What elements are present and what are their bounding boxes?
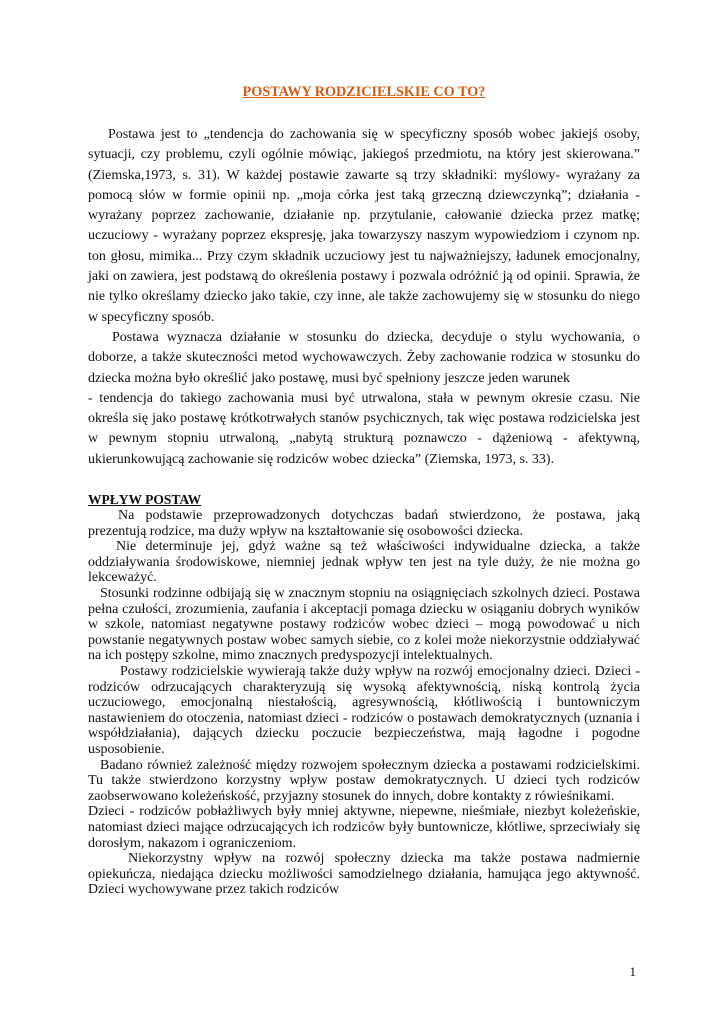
document-title: POSTAWY RODZICIELSKIE CO TO? xyxy=(242,84,486,100)
page-number: 1 xyxy=(629,964,636,979)
paragraph: Postawy rodzicielskie wywierają także duży wpływ na rozwój emocjonalny dzieci. Dzieci - rodziców odrzucających charakteryzują się wysoką afektywnością, niską kontrolą życia uczuciowego, emocjonalną niestałością, agresywnością, kłótliwością i buntowniczym nastawieniem do otoczenia, natomiast dzieci - rodziców o postawach demokratycznych (uznania i współdziałania), dających dziecku poczucie bezpieczeństwa, mają łagodne i pogodne usposobienie. xyxy=(88,663,640,757)
document-page xyxy=(88,84,640,898)
paragraph: Nie determinuje jej, gdyż ważne są też właściwości indywidualne dziecka, a także oddziaływania środowiskowe, niemniej jednak wpływ ten jest na tyle duży, że nie można go lekceważyć. xyxy=(88,539,640,586)
paragraph: Postawa wyznacza działanie w stosunku do dziecka, decyduje o stylu wychowania, o doborze, a także skuteczności metod wychowawczych. Żeby zachowanie rodzica w stosunku do dziecka można było określić jako postawę, musi być spełniony jeszcze jeden warunek xyxy=(88,329,640,386)
paragraph: Stosunki rodzinne odbijają się w znacznym stopniu na osiągnięciach szkolnych dzieci. Postawa pełna czułości, zrozumienia, zaufania i akceptacji pomaga dziecku w osiąganiu dobrych wyników w szkole, natomiast negatywne postawy rodziców wobec dzieci – mogą powodować u nich powstanie negatywnych postaw wobec samych siebie, co z kolei może niekorzystnie oddziaływać na ich postępy szkolne, mimo znacznych predyspozycji intelektualnych. xyxy=(88,586,640,664)
paragraph: Dzieci - rodziców pobłażliwych były mniej aktywne, niepewne, nieśmiałe, niezbyt koleżeńskie, natomiast dzieci mające odrzucających ich rodziców były buntownicze, kłótliwe, sprzeciwiały się dorosłym, nakazom i ograniczeniom. xyxy=(88,804,640,851)
paragraph: - tendencja do takiego zachowania musi być utrwalona, stała w pewnym okresie czasu. Nie określa się jako postawę krótkotrwałych stanów psychicznych, tak więc postawa rodzicielska jest w pewnym stopniu utrwaloną, „nabytą strukturą poznawczo - dążeniową - afektywną, ukierunkowującą zachowanie się rodziców wobec dziecka” (Ziemska, 1973, s. 33). xyxy=(88,390,640,467)
section-heading: WPŁYW POSTAW xyxy=(88,492,202,508)
paragraph: Badano również zależność między rozwojem społecznym dziecka a postawami rodzicielskimi. Tu także stwierdzono korzystny wpływ postaw demokratycznych. U dzieci tych rodziców zaobserwowano koleżeńskość, przyjazny stosunek do innych, dobre kontakty z rówieśnikami. xyxy=(88,757,640,804)
section-definition xyxy=(88,125,640,470)
paragraph: Postawa jest to „tendencja do zachowania się w specyficzny sposób wobec jakiejś osoby, sytuacji, czy problemu, czyli ogólnie mówiąc, jakiegoś przedmiotu, na który jest skierowana.” (Ziemska,1973, s. 31). W każdej postawie zawarte są trzy składniki: myślowy- wyrażany za pomocą słów w formie opinii np. „moja córka jest taką grzeczną dziewczynką”; działania - wyrażany poprzez zachowanie, działanie np. przytulanie, całowanie dziecka przez matkę; uczuciowy - wyrażany poprzez ekspresję, jaka towarzyszy naszym wypowiedziom i czynom np. ton głosu, mimika... Przy czym składnik uczuciowy jest tu najważniejszy, ładunek emocjonalny, jaki on zawiera, jest podstawą do określenia postawy i pozwala odróżnić ją od opinii. Sprawia, że nie tylko określamy dziecko jako takie, czy inne, ale także zachowujemy się w stosunku do niego w specyficzny sposób. xyxy=(88,127,640,325)
section-influence xyxy=(88,508,640,898)
paragraph: Na podstawie przeprowadzonych dotychczas badań stwierdzono, że postawa, jaką prezentują rodzice, ma duży wpływ na kształtowanie się osobowości dziecka. xyxy=(88,508,640,539)
paragraph: Niekorzystny wpływ na rozwój społeczny dziecka ma także postawa nadmiernie opiekuńcza, niedająca dziecku możliwości samodzielnego działania, hamująca jego aktywność. Dzieci wychowywane przez takich rodziców xyxy=(88,851,640,898)
